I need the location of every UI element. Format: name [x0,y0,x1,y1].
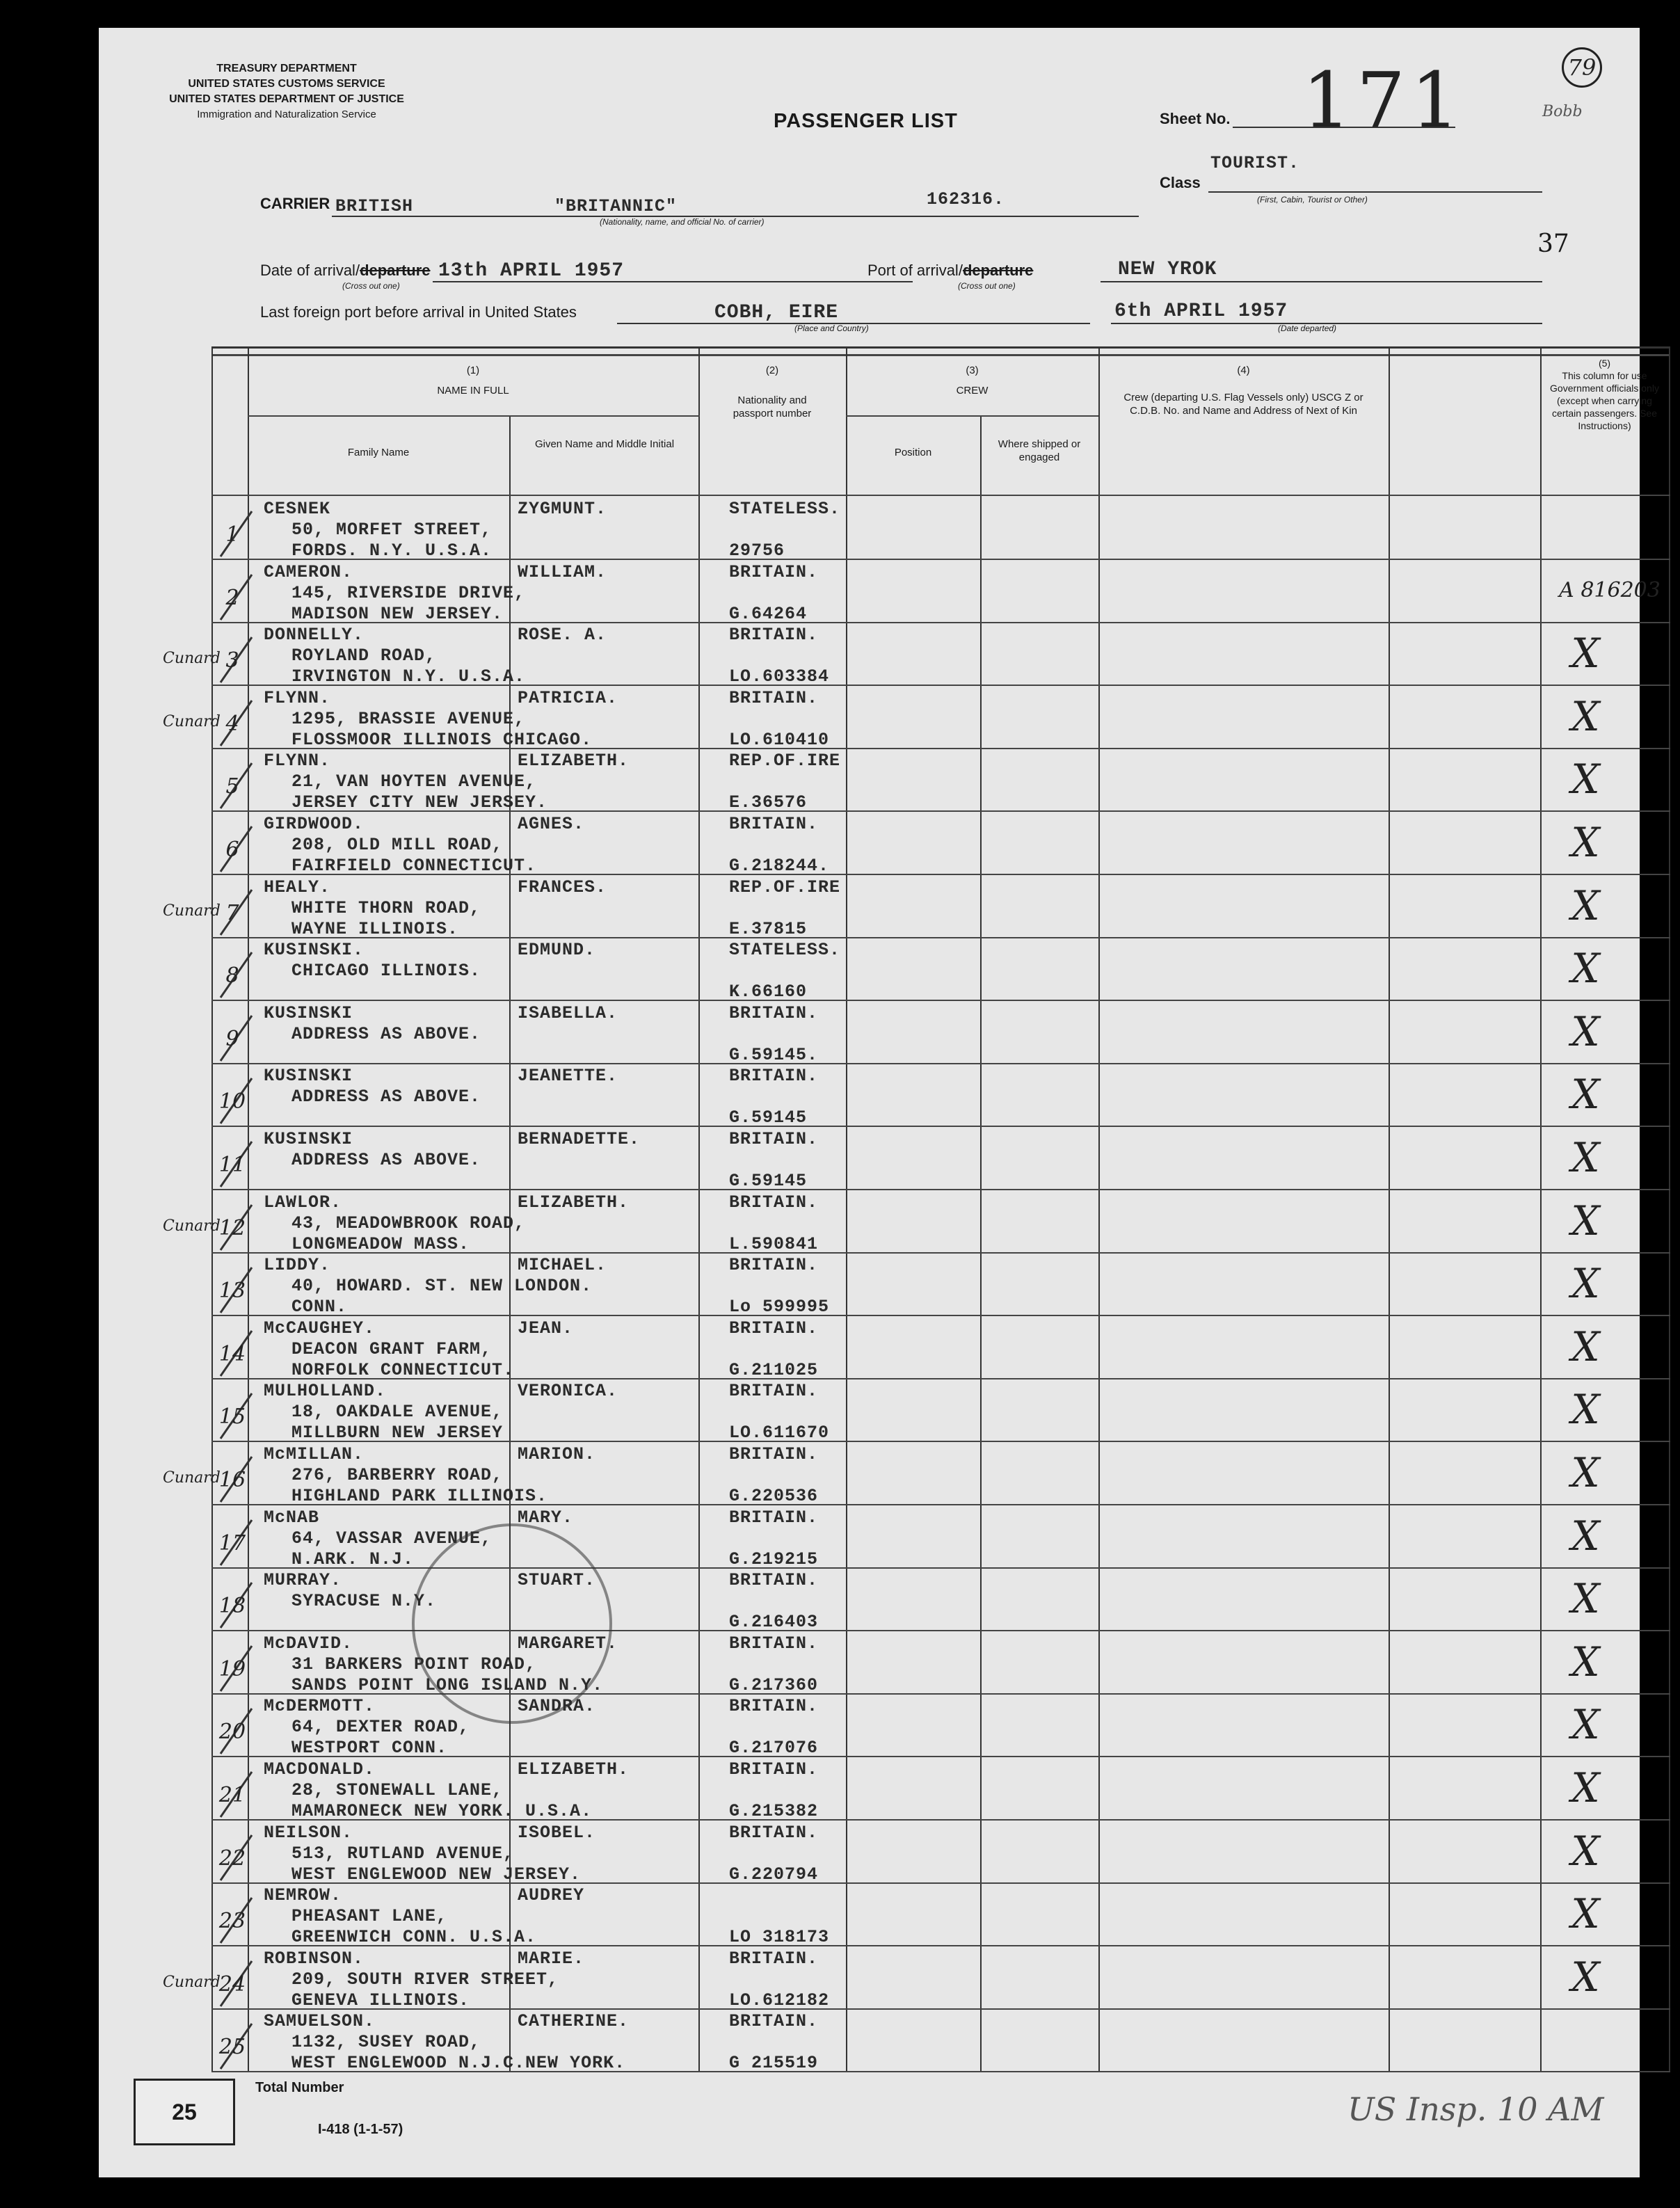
passport-number: G.59145 [729,1171,808,1191]
table-row [211,937,1670,1000]
given-name: AUDREY [518,1885,585,1906]
family-name: McDERMOTT. [264,1696,376,1717]
nationality: BRITAIN. [729,1066,819,1087]
passport-number: L.590841 [729,1233,819,1254]
row-number: 4 [225,711,239,736]
nationality: BRITAIN. [729,1129,819,1149]
given-name: MARGARET. [518,1633,618,1654]
nationality: BRITAIN. [729,1507,819,1528]
table-row [163,622,1670,687]
table-row [211,1693,1670,1757]
given-name: ZYGMUNT. [518,499,607,519]
nationality: BRITAIN. [729,1570,819,1591]
given-name: ISOBEL. [518,1822,596,1843]
address-line-1: 1295, BRASSIE AVENUE, [291,708,526,729]
family-name: KUSINSKI [264,1066,353,1087]
given-name: MICHAEL. [518,1255,607,1276]
address-line-1: PHEASANT LANE, [291,1906,448,1927]
address-line-1: 276, BARBERRY ROAD, [291,1465,504,1485]
row-number: 10 [218,1089,246,1114]
class-caption: (First, Cabin, Tourist or Other) [1257,195,1368,205]
carrier-name: "BRITANNIC" [554,196,678,216]
nationality: BRITAIN. [729,2011,819,2032]
col-1-head [248,364,698,397]
nationality: REP.OF.IRE [729,751,841,771]
address-line-2: JERSEY CITY NEW JERSEY. [291,792,548,813]
family-name: ROBINSON. [264,1948,365,1969]
col-2-head [698,364,846,420]
table-row [211,811,1670,874]
address-line-2: CONN. [291,1297,348,1318]
nationality: BRITAIN. [729,625,819,646]
given-name: ELIZABETH. [518,751,630,771]
col-4-head [1098,364,1389,417]
address-line-1: SYRACUSE N.Y. [291,1591,437,1612]
agency-line: UNITED STATES DEPARTMENT OF JUSTICE [169,93,404,105]
row-number: 5 [225,774,239,799]
table-row [163,685,1670,750]
nationality: BRITAIN. [729,561,819,582]
address-line-2: MADISON NEW JERSEY. [291,603,504,624]
table-row [211,496,1670,559]
carrier-caption: (Nationality, name, and official No. of carrier) [600,217,765,227]
passport-number: LO.603384 [729,666,830,687]
col-3-title: CREW [956,385,989,397]
nationality: BRITAIN. [729,814,819,834]
last-port-value: COBH, EIRE [714,302,839,323]
passport-number: G.220536 [729,1486,819,1506]
inspection-stamp [412,1523,612,1724]
family-name: CAMERON. [264,561,353,582]
family-name: NEMROW. [264,1885,342,1906]
row-number: 13 [218,1279,246,1304]
passport-number: G.216403 [729,1612,819,1633]
margin-note: Cunard [163,1469,221,1487]
agency-block [141,61,433,122]
official-mark: X [1571,692,1600,740]
total-number-box: 25 [134,2079,235,2145]
passport-number: G.217360 [729,1674,819,1695]
given-name: ELIZABETH. [518,1192,630,1213]
port-crossout-caption: (Cross out one) [958,281,1016,291]
official-mark: X [1571,1512,1600,1560]
col-2-number: (2) [765,365,779,376]
nationality: STATELESS. [729,940,841,961]
passport-number: G.59145. [729,1044,819,1065]
form-number: I-418 (1-1-57) [318,2122,403,2137]
address-line-1: CHICAGO ILLINOIS. [291,961,481,982]
row-number: 14 [218,1341,246,1366]
official-mark: X [1571,1701,1600,1749]
address-line-1: DEACON GRANT FARM, [291,1338,493,1359]
address-line-2: HIGHLAND PARK ILLINOIS. [291,1486,548,1506]
address-line-2: SANDS POINT LONG ISLAND N.Y. [291,1674,604,1695]
port-value: NEW YROK [1118,259,1217,280]
address-line-1: 145, RIVERSIDE DRIVE, [291,582,526,603]
margin-note: Cunard [163,1973,221,1991]
table-row [163,874,1670,939]
given-name: ELIZABETH. [518,1759,630,1779]
col-2-title: Nationality and passport number [733,394,812,419]
given-name: JEAN. [518,1318,574,1338]
family-name: HEALY. [264,877,331,897]
official-mark [1558,2015,1613,2064]
family-name: SAMUELSON. [264,2011,376,2032]
nationality: BRITAIN. [729,1948,819,1969]
address-line-1: 208, OLD MILL ROAD, [291,835,504,855]
table-row [211,1378,1670,1441]
class-label: Class [1160,174,1201,191]
passport-number: G.218244. [729,856,830,876]
row-number: 7 [225,900,239,925]
passport-number: LO 318173 [729,1927,830,1948]
carrier-label: CARRIER [260,195,330,212]
given-name: MARIE. [518,1948,585,1969]
passport-number: G.59145 [729,1107,808,1128]
given-name: CATHERINE. [518,2011,630,2032]
address-line-2: WAYNE ILLINOIS. [291,918,459,939]
family-name: GIRDWOOD. [264,814,365,834]
sheet-circle [1562,47,1602,88]
family-name-head: Family Name [347,447,410,458]
shipped-head: Where shipped or engaged [998,438,1081,463]
col-3-head [846,364,1098,397]
col-4-number: (4) [1237,365,1250,376]
address-line-2: IRVINGTON N.Y. U.S.A. [291,666,526,687]
row-number: 1 [225,522,239,547]
address-line-1: 513, RUTLAND AVENUE, [291,1843,515,1864]
address-line-2: FORDS. N.Y. U.S.A. [291,541,493,561]
address-line-1: 209, SOUTH RIVER STREET, [291,1969,559,1990]
nationality: BRITAIN. [729,1633,819,1654]
header-subrule [248,415,700,417]
sheet-number: 171 [1302,56,1465,145]
carrier-nationality: BRITISH [335,196,414,216]
family-name: LIDDY. [264,1255,331,1276]
address-line-2: MAMARONECK NEW YORK. U.S.A. [291,1801,593,1821]
departed-date: 6th APRIL 1957 [1114,301,1288,322]
given-name: JEANETTE. [518,1066,618,1087]
table-row [211,748,1670,811]
port-label [867,262,1033,280]
official-mark: X [1571,1134,1600,1181]
family-name: KUSINSKI [264,1002,353,1023]
col-3-number: (3) [966,365,979,376]
passport-number: G.220794 [729,1864,819,1885]
row-number: 25 [218,2035,246,2060]
official-mark: X [1571,1007,1600,1055]
family-name: LAWLOR. [264,1192,342,1213]
col-1-number: (1) [466,365,480,376]
nationality: BRITAIN. [729,1822,819,1843]
official-mark: X [1571,1386,1600,1434]
margin-note: Cunard [163,1217,221,1235]
address-line-1: 31 BARKERS POINT ROAD, [291,1654,537,1674]
official-mark: A 816203 [1559,577,1661,602]
family-name: KUSINSKI [264,1129,353,1149]
row-number: 12 [218,1215,246,1240]
table-row [211,1126,1670,1190]
nationality: BRITAIN. [729,1696,819,1717]
official-mark: X [1571,755,1600,803]
nationality: BRITAIN. [729,687,819,708]
col-1-title: NAME IN FULL [437,385,509,397]
port-label-text: Port of arrival/ [867,262,963,279]
given-name: SANDRA. [518,1696,596,1717]
given-name: MARION. [518,1444,596,1464]
official-mark: X [1571,1575,1600,1623]
row-number: 18 [218,1594,246,1619]
row-number: 15 [218,1405,246,1430]
official-mark: X [1571,1197,1600,1245]
header-subrule [846,415,1098,417]
address-line-1: 64, VASSAR AVENUE, [291,1528,493,1549]
class-underline [1208,190,1542,193]
arrival-label-strike: departure [360,262,431,279]
official-mark: X [1571,1764,1600,1811]
address-line-2: N.ARK. N.J. [291,1549,415,1569]
official-mark: X [1571,1071,1600,1119]
address-line-1: 50, MORFET STREET, [291,520,493,540]
given-name: AGNES. [518,814,585,834]
table-row [211,1505,1670,1568]
given-name: EDMUND. [518,940,596,961]
given-name: STUART. [518,1570,596,1591]
table-row [163,1190,1670,1254]
address-line-1: ROYLAND ROAD, [291,646,437,666]
address-line-2: WESTPORT CONN. [291,1738,448,1759]
given-name: ISABELLA. [518,1002,618,1023]
agency-line: TREASURY DEPARTMENT [216,63,357,74]
given-name: FRANCES. [518,877,607,897]
port-label-strike: departure [962,262,1034,279]
address-line-1: WHITE THORN ROAD, [291,897,481,918]
passport-number: LO.612182 [729,1990,830,2010]
agency-line: UNITED STATES CUSTOMS SERVICE [188,78,385,90]
address-line-2: LONGMEADOW MASS. [291,1233,470,1254]
arrival-label [260,262,431,280]
last-port-label: Last foreign port before arrival in United States [260,303,577,321]
official-mark: X [1571,819,1600,866]
nationality: BRITAIN. [729,1759,819,1779]
row-number: 17 [218,1530,246,1555]
row-number: 21 [218,1783,246,1807]
address-line-1: 18, OAKDALE AVENUE, [291,1402,504,1423]
arrival-crossout-caption: (Cross out one) [342,281,400,291]
official-mark: X [1571,945,1600,993]
row-number: 24 [218,1971,246,1997]
col-4-title: Crew (departing U.S. Flag Vessels only) USCG Z or C.D.B. No. and Name and Address of Next of Kin [1123,392,1363,417]
address-line-1: 43, MEADOWBROOK ROAD, [291,1213,526,1233]
address-line-1: ADDRESS AS ABOVE. [291,1150,481,1170]
passport-number: G.219215 [729,1549,819,1569]
margin-note: Cunard [163,650,221,668]
passport-number: G.217076 [729,1738,819,1759]
nationality: REP.OF.IRE [729,877,841,897]
sheet-label: Sheet No. [1160,110,1231,127]
address-line-2: WEST ENGLEWOOD N.J.C.NEW YORK. [291,2053,626,2074]
passport-number: E.37815 [729,918,808,939]
family-name: CESNEK [264,499,331,519]
official-mark: X [1571,1953,1600,2001]
passport-number: LO.610410 [729,729,830,750]
given-name: ROSE. A. [518,625,607,646]
row-number: 20 [218,1720,246,1745]
nationality: STATELESS. [729,499,841,519]
row-number: 11 [218,1153,246,1177]
page-title: PASSENGER LIST [774,110,958,132]
table-row [211,1882,1670,1946]
passport-number: E.36576 [729,792,808,813]
family-name: MURRAY. [264,1570,342,1591]
given-name: VERONICA. [518,1381,618,1402]
address-line-2: MILLBURN NEW JERSEY [291,1423,504,1443]
official-mark: X [1571,881,1600,929]
nationality: BRITAIN. [729,1002,819,1023]
official-mark: X [1571,1890,1600,1938]
page-number: 37 [1537,230,1569,258]
nationality: BRITAIN. [729,1192,819,1213]
passport-number: G.211025 [729,1359,819,1380]
row-number: 22 [218,1846,246,1871]
official-mark: X [1571,1827,1600,1875]
passport-number: G.215382 [729,1801,819,1821]
family-name: MACDONALD. [264,1759,376,1779]
row-number: 16 [218,1468,246,1492]
family-name: McMILLAN. [264,1444,365,1464]
row-number: 8 [225,963,239,989]
given-name: BERNADETTE. [518,1129,641,1149]
row-number: 6 [225,838,239,862]
col-5-number: (5) [1598,358,1611,369]
address-line-1: ADDRESS AS ABOVE. [291,1087,481,1107]
address-line-1: 40, HOWARD. ST. NEW LONDON. [291,1276,593,1297]
col-5-title: This column for use Government officials only (except when carrying certain passengers. See Instructions) [1550,370,1659,431]
table-row [211,1252,1670,1318]
passport-number: Lo 599995 [729,1297,830,1318]
row-number: 9 [225,1026,239,1051]
table-row [211,1820,1670,1883]
table-row [211,2008,1670,2072]
address-line-1: 28, STONEWALL LANE, [291,1780,504,1800]
nationality: BRITAIN. [729,1255,819,1276]
margin-note: Cunard [163,712,221,730]
family-name: McNAB [264,1507,320,1528]
address-line-2: FAIRFIELD CONNECTICUT. [291,856,537,876]
agency-line: Immigration and Naturalization Service [197,109,376,120]
position-head: Position [894,447,932,458]
passenger-list-sheet [99,28,1661,2177]
carrier-number: 162316. [927,189,1005,209]
passport-number: G.64264 [729,603,808,624]
row-number: 3 [225,648,239,673]
nationality: BRITAIN. [729,1444,819,1464]
table-top-rule [211,354,1670,356]
table-row [211,559,1670,623]
address-line-1: 1132, SUSEY ROAD, [291,2032,481,2053]
address-line-2: FLOSSMOOR ILLINOIS CHICAGO. [291,729,593,750]
address-line-2: WEST ENGLEWOOD NEW JERSEY. [291,1864,582,1885]
passport-number: G 215519 [729,2053,819,2074]
family-name: DONNELLY. [264,625,365,646]
arrival-label-text: Date of arrival/ [260,262,360,279]
departed-caption: (Date departed) [1278,323,1337,333]
inspector-signature: US Insp. 10 AM [1347,2090,1604,2128]
given-name: MARY. [518,1507,574,1528]
given-name: WILLIAM. [518,561,607,582]
table-row [163,1946,1670,2010]
official-mark: X [1571,1638,1600,1686]
class-value: TOURIST. [1210,153,1300,173]
address-line-1: ADDRESS AS ABOVE. [291,1023,481,1044]
table-row [163,1441,1670,1506]
passport-number: K.66160 [729,982,808,1002]
address-line-2: GENEVA ILLINOIS. [291,1990,470,2010]
address-line-1: 64, DEXTER ROAD, [291,1717,470,1738]
passenger-table [163,346,1670,2074]
nationality: BRITAIN. [729,1318,819,1338]
sheet-circle-value: 79 [1567,54,1597,81]
official-mark: X [1571,1322,1600,1370]
family-name: KUSINSKI. [264,940,365,961]
corner-note: Bobb [1542,103,1583,120]
nationality: BRITAIN. [729,1381,819,1402]
margin-note: Cunard [163,902,221,920]
passport-number: 29756 [729,541,785,561]
table-row [211,1757,1670,1820]
table-row [211,1315,1670,1379]
row-number: 19 [218,1656,246,1681]
address-line-2: NORFOLK CONNECTICUT. [291,1359,515,1380]
official-mark: X [1571,1449,1600,1496]
family-name: McCAUGHEY. [264,1318,376,1338]
col-5-head [1540,357,1669,432]
official-mark [1558,503,1613,552]
family-name: FLYNN. [264,751,331,771]
family-name: McDAVID. [264,1633,353,1654]
official-mark: X [1571,1260,1600,1308]
row-number: 23 [218,1909,246,1934]
family-name: FLYNN. [264,687,331,708]
table-row [211,1063,1670,1126]
arrival-date: 13th APRIL 1957 [438,260,625,282]
official-mark: X [1571,630,1600,678]
passport-number: LO.611670 [729,1423,830,1443]
address-line-1: 21, VAN HOYTEN AVENUE, [291,771,537,792]
given-name-head: Given Name and Middle Initial [534,438,675,450]
family-name: MULHOLLAND. [264,1381,387,1402]
total-number-label: Total Number [255,2080,344,2095]
family-name: NEILSON. [264,1822,353,1843]
last-port-caption: (Place and Country) [794,323,869,333]
table-row [211,1000,1670,1064]
address-line-2: GREENWICH CONN. U.S.A. [291,1927,537,1948]
row-number: 2 [225,585,239,610]
given-name: PATRICIA. [518,687,618,708]
